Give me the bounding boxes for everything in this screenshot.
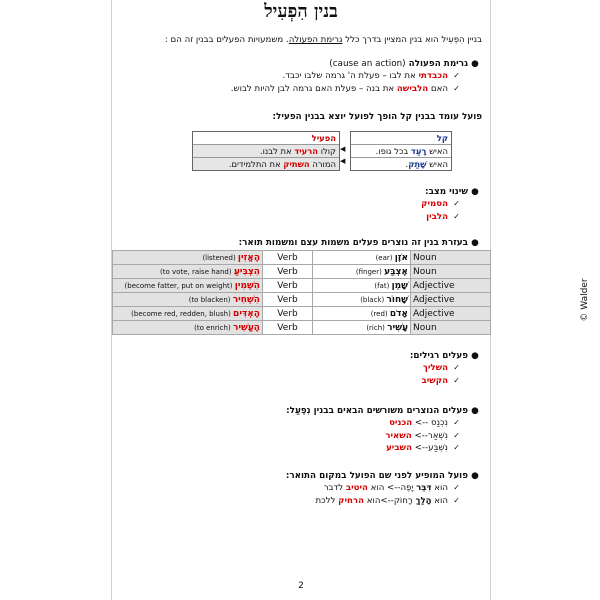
list-item: ✓נִשְׁאַר--> השאיר — [385, 430, 460, 441]
page-content — [112, 0, 490, 600]
arrow-left-icon: ◀ — [340, 145, 346, 153]
check-list — [120, 362, 482, 387]
verb-cell: הִשְׁמִין (become fatter, put on weight) — [113, 279, 263, 293]
document-page — [111, 0, 491, 600]
section-change-of-state — [120, 186, 482, 223]
noun-cell: עָשִׁיר (rich) — [313, 321, 411, 335]
verb-cell: הִצְבִּיעַ (to vote, raise hand) — [113, 265, 263, 279]
verb-pos-cell: Verb — [263, 321, 313, 335]
check-icon: ✓ — [453, 363, 460, 372]
verb-pos-cell: Verb — [263, 307, 313, 321]
check-list — [120, 417, 482, 455]
intro-key-term: גרימת הפעולה — [288, 35, 343, 45]
section-regular-verbs — [120, 350, 482, 387]
noun-pos-cell: Noun — [411, 265, 491, 279]
check-icon: ✓ — [453, 430, 460, 440]
section-from-nifal — [120, 405, 482, 455]
table-row — [113, 293, 491, 307]
page-number: 2 — [298, 581, 304, 591]
check-icon: ✓ — [453, 375, 460, 385]
check-icon: ✓ — [453, 495, 460, 505]
noun-cell: שָׁחוֹר (black) — [313, 293, 411, 307]
section-heading: פועל עומד בבנין קל הופך לפועל יוצא בבנין הפעיל: — [272, 112, 482, 122]
section-heading: ●שינוי מצב: — [120, 186, 482, 198]
check-icon: ✓ — [453, 443, 460, 452]
arrow-left-icon: ◀ — [340, 157, 346, 165]
kal-example: האיש שָׁתַק. — [405, 159, 448, 169]
kal-header: קל — [351, 132, 451, 145]
check-icon: ✓ — [453, 83, 460, 93]
hifil-header: הפעיל — [193, 132, 339, 145]
table-row — [113, 279, 491, 293]
noun-cell: אֶצְבַּע (finger) — [313, 265, 411, 279]
bullet-icon: ● — [471, 351, 479, 361]
check-list — [120, 198, 482, 223]
bullet-icon: ● — [471, 59, 479, 69]
intro-paragraph: בניין הִפְעִיל הוא בנין המציין בדרך כלל גרימת הפעולה. משמעויות הפעלים בבנין זה הם : — [164, 35, 482, 45]
verb-pos-cell: Verb — [263, 265, 313, 279]
list-item: ✓הלבין — [426, 211, 460, 222]
table-row — [113, 307, 491, 321]
hifil-column — [192, 131, 340, 171]
page-title: בנין הִפְעִיל — [264, 1, 338, 22]
hifil-example: המורה השתיק את התלמידים. — [193, 158, 339, 170]
section-kal-to-hifil — [120, 111, 482, 123]
noun-cell: אָדֹם (red) — [313, 307, 411, 321]
section-adverbial-verb — [120, 470, 482, 507]
section-cause-action — [120, 58, 482, 95]
list-item: ✓הקשיב — [421, 375, 460, 386]
table-row — [113, 265, 491, 279]
hifil-example: קולו הרעיד את לבנו. — [193, 145, 339, 158]
noun-pos-cell: Noun — [411, 321, 491, 335]
check-icon: ✓ — [453, 483, 460, 492]
noun-cell: אֹזֶן (ear) — [313, 251, 411, 265]
noun-pos-cell: Adjective — [411, 293, 491, 307]
list-item: ✓נִכְנַס --> הכניס — [389, 418, 460, 428]
check-icon: ✓ — [453, 71, 460, 80]
bullet-icon: ● — [471, 238, 479, 248]
copyright-notice: © Walder — [580, 278, 590, 322]
table-row — [113, 251, 491, 265]
list-item: ✓הוא הָלַךְ רָחוֹק-->הוא הרחיק ללכת — [315, 495, 460, 506]
verb-pos-cell: Verb — [263, 279, 313, 293]
verb-cell: הִשְׁחִיר (to blacken) — [113, 293, 263, 307]
kal-column — [350, 131, 452, 171]
noun-cell: שָׁמֵן (fat) — [313, 279, 411, 293]
bullet-icon: ● — [471, 471, 479, 481]
list-item: ✓נִשְׁבַּע--> השביע — [386, 443, 460, 453]
noun-pos-cell: Adjective — [411, 307, 491, 321]
noun-pos-cell: Noun — [411, 251, 491, 265]
check-list — [120, 482, 482, 507]
check-list — [120, 70, 482, 95]
section-denominal-verbs — [120, 237, 482, 249]
table-row — [113, 321, 491, 335]
kal-example: האיש רָעַד בכל גופו. — [351, 145, 451, 158]
list-item: ✓הכבדתי את לבו – פעלת ה' גרמה שלבו יכבד. — [282, 71, 460, 81]
list-item: ✓השליך — [422, 363, 460, 373]
section-heading: ●פועל המופיע לפני שם הפועל במקום התואר: — [120, 470, 482, 482]
verb-cell: הֶעֱשִׁיר (to enrich) — [113, 321, 263, 335]
section-heading: ●בעזרת בנין זה נוצרים פעלים משמות עצם ומשמות תואר: — [120, 237, 482, 249]
noun-pos-cell: Adjective — [411, 279, 491, 293]
check-icon: ✓ — [453, 211, 460, 221]
noun-to-verb-table — [112, 250, 491, 335]
verb-cell: הֶאְדִּים (become red, redden, blush) — [113, 307, 263, 321]
bullet-icon: ● — [471, 406, 479, 416]
section-heading: ●גרימת הפעולה (cause an action) — [120, 58, 482, 70]
verb-pos-cell: Verb — [263, 293, 313, 307]
check-icon: ✓ — [453, 199, 460, 208]
check-icon: ✓ — [453, 418, 460, 427]
bullet-icon: ● — [471, 187, 479, 197]
list-item: ✓הסמיק — [421, 199, 460, 209]
verb-pos-cell: Verb — [263, 251, 313, 265]
kal-hifil-comparison — [192, 131, 452, 171]
list-item: ✓האם הלבישה את בנה – פעלת האם גרמה לבן להיות לבוש. — [230, 83, 460, 94]
list-item: ✓הוא דִּבֵּר יָפֶה--> הוא היטיב לדבר — [323, 483, 460, 493]
section-heading: ●פעלים רגילים: — [120, 350, 482, 362]
section-heading: ●פעלים הנוצרים משורשים הבאים בבנין נִפְעַל: — [120, 405, 482, 417]
verb-cell: הֶאֱזִין (listened) — [113, 251, 263, 265]
